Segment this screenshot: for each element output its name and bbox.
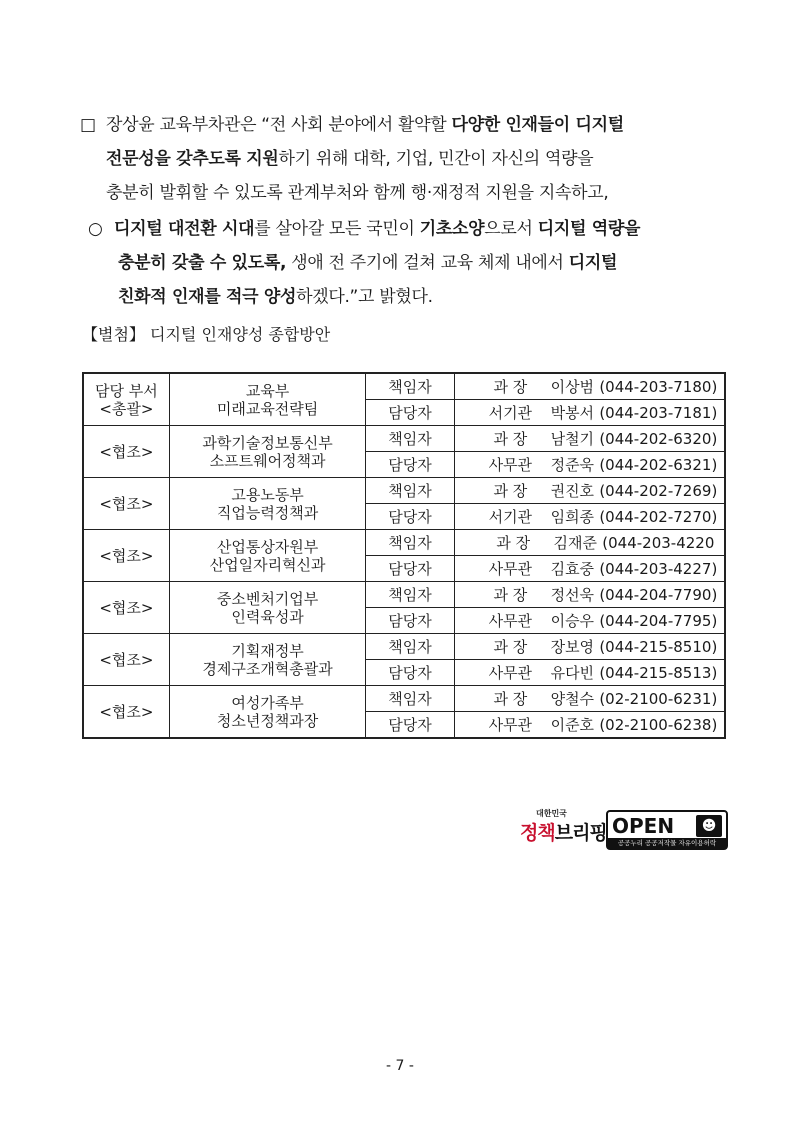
person-name: 이승우 (550, 611, 595, 630)
role-cell: 책임자 (366, 426, 454, 452)
ministry-name: 산업통상자원부 (216, 537, 319, 556)
p1-line-1: □ 장상윤 교육부차관은 “전 사회 분야에서 활약할 다양한 인재들이 디지털 (80, 108, 730, 142)
person-phone: (02-2100-6238) (599, 715, 718, 734)
person-name: 임희종 (550, 507, 595, 526)
korea-briefing-caption: 대한민국 (536, 809, 567, 818)
division-name: 직업능력정책과 (216, 503, 319, 522)
role-cell: 책임자 (366, 686, 454, 712)
org-cell (169, 373, 366, 426)
person-cell (454, 530, 725, 556)
person-name: 박봉서 (550, 403, 595, 422)
table-row (83, 686, 725, 712)
korea-briefing-logo: 정책브리핑 (520, 822, 607, 844)
person-phone: (044-202-6320) (599, 429, 718, 448)
role-cell: 책임자 (366, 634, 454, 660)
p2-line-2: 충분히 갖출 수 있도록, 생애 전 주기에 걸쳐 교육 체제 내에서 디지털 (118, 253, 618, 273)
org-cell (169, 426, 366, 478)
paragraph-vice-minister (80, 108, 730, 210)
dept-cell (83, 478, 169, 530)
person-name: 김재준 (553, 533, 597, 552)
person-phone: (044-203-4227) (599, 559, 718, 578)
role-cell: 담당자 (366, 400, 454, 426)
person-title: 서기관 (488, 507, 533, 526)
dept-label: <협조> (99, 702, 154, 721)
person-cell (454, 608, 725, 634)
p1-line-2: 전문성을 갖추도록 지원하기 위해 대학, 기업, 민간이 자신의 역량을 (106, 149, 594, 169)
division-name: 인력육성과 (231, 607, 304, 626)
role-cell: 책임자 (366, 530, 454, 556)
person-title: 서기관 (488, 403, 533, 422)
open-badge-subtext: 공공누리 공공저작물 자유이용허락 (608, 838, 726, 848)
dept-label: <협조> (99, 650, 154, 669)
p2-line-1: ○ 디지털 대전환 시대를 살아갈 모든 국민이 기초소양으로서 디지털 역량을 (88, 212, 728, 246)
person-title: 과 장 (493, 689, 528, 708)
person-name: 정준욱 (550, 455, 595, 474)
person-name: 남철기 (550, 429, 595, 448)
person-title: 과 장 (496, 533, 531, 552)
division-name: 소프트웨어정책과 (209, 451, 326, 470)
dept-label: <협조> (99, 598, 154, 617)
table-row (83, 426, 725, 452)
circle-bullet-icon: ○ (88, 219, 103, 239)
person-title: 과 장 (493, 377, 528, 396)
person-phone: (044-203-7181) (599, 403, 718, 422)
person-name: 권진호 (550, 481, 595, 500)
ministry-name: 기획재정부 (231, 641, 304, 660)
table-row (83, 634, 725, 660)
person-title: 사무관 (488, 611, 533, 630)
person-cell (454, 686, 725, 712)
person-title: 과 장 (493, 637, 528, 656)
person-name: 이준호 (550, 715, 595, 734)
division-name: 경제구조개혁총괄과 (202, 659, 333, 678)
person-phone: (044-203-7180) (599, 377, 718, 396)
org-cell (169, 686, 366, 739)
person-cell (454, 452, 725, 478)
person-phone: (044-202-7269) (599, 481, 718, 500)
person-title: 사무관 (488, 663, 533, 682)
p2-line-3: 친화적 인재를 적극 양성하겠다.”고 밝혔다. (118, 287, 433, 307)
person-phone: (044-204-7795) (599, 611, 718, 630)
dept-cell (83, 686, 169, 739)
division-name: 청소년정책과장 (216, 711, 319, 730)
person-title: 사무관 (488, 559, 533, 578)
person-cell (454, 660, 725, 686)
person-name: 장보영 (550, 637, 595, 656)
ministry-name: 교육부 (245, 381, 290, 400)
page-number: - 7 - (386, 1058, 414, 1074)
person-cell (454, 712, 725, 739)
ministry-name: 중소벤처기업부 (216, 589, 319, 608)
person-phone: (044-203-4220 (602, 533, 715, 552)
org-cell (169, 530, 366, 582)
paragraph-quote (88, 212, 728, 314)
person-phone: (044-204-7790) (599, 585, 718, 604)
dept-cell (83, 373, 169, 426)
contacts-table (82, 372, 726, 739)
person-cell (454, 582, 725, 608)
table-row (83, 373, 725, 400)
person-title: 과 장 (493, 481, 528, 500)
role-cell: 담당자 (366, 712, 454, 739)
ministry-name: 여성가족부 (231, 693, 304, 712)
role-cell: 담당자 (366, 452, 454, 478)
division-name: 산업일자리혁신과 (209, 555, 326, 574)
table-row (83, 582, 725, 608)
dept-label: <협조> (99, 442, 154, 461)
person-cell (454, 426, 725, 452)
person-cell (454, 556, 725, 582)
role-cell: 담당자 (366, 608, 454, 634)
person-cell (454, 373, 725, 400)
dept-label: 담당 부서 (95, 381, 158, 400)
person-cell (454, 478, 725, 504)
dept-cell (83, 634, 169, 686)
role-cell: 책임자 (366, 373, 454, 400)
dept-cell (83, 426, 169, 478)
person-icon: ☻ (696, 815, 722, 837)
person-phone: (044-215-8510) (599, 637, 718, 656)
attachment-label: 【별첨】 디지털 인재양성 종합방안 (82, 325, 331, 344)
person-title: 과 장 (493, 585, 528, 604)
person-cell (454, 634, 725, 660)
person-cell (454, 400, 725, 426)
role-cell: 담당자 (366, 660, 454, 686)
table-row (83, 478, 725, 504)
person-name: 김효중 (550, 559, 595, 578)
person-name: 유다빈 (550, 663, 595, 682)
person-title: 과 장 (493, 429, 528, 448)
person-phone: (044-215-8513) (599, 663, 718, 682)
dept-cell (83, 530, 169, 582)
person-name: 정선욱 (550, 585, 595, 604)
ministry-name: 과학기술정보통신부 (202, 433, 333, 452)
logo-area (520, 808, 730, 852)
person-name: 양철수 (550, 689, 595, 708)
role-cell: 담당자 (366, 504, 454, 530)
open-badge-text: OPEN (612, 814, 675, 838)
person-name: 이상범 (550, 377, 595, 396)
dept-label: <협조> (99, 494, 154, 513)
person-cell (454, 504, 725, 530)
person-phone: (044-202-7270) (599, 507, 718, 526)
dept-sublabel: <총괄> (99, 399, 154, 418)
square-bullet-icon: □ (80, 115, 96, 135)
person-title: 사무관 (488, 455, 533, 474)
person-phone: (044-202-6321) (599, 455, 718, 474)
org-cell (169, 478, 366, 530)
role-cell: 담당자 (366, 556, 454, 582)
person-phone: (02-2100-6231) (599, 689, 718, 708)
role-cell: 책임자 (366, 582, 454, 608)
dept-cell (83, 582, 169, 634)
ministry-name: 고용노동부 (231, 485, 304, 504)
org-cell (169, 582, 366, 634)
kogl-open-badge (606, 810, 728, 850)
division-name: 미래교육전략팀 (216, 399, 319, 418)
dept-label: <협조> (99, 546, 154, 565)
org-cell (169, 634, 366, 686)
role-cell: 책임자 (366, 478, 454, 504)
person-title: 사무관 (488, 715, 533, 734)
p1-line-3: 충분히 발휘할 수 있도록 관계부처와 함께 행·재정적 지원을 지속하고, (106, 183, 609, 203)
table-row (83, 530, 725, 556)
